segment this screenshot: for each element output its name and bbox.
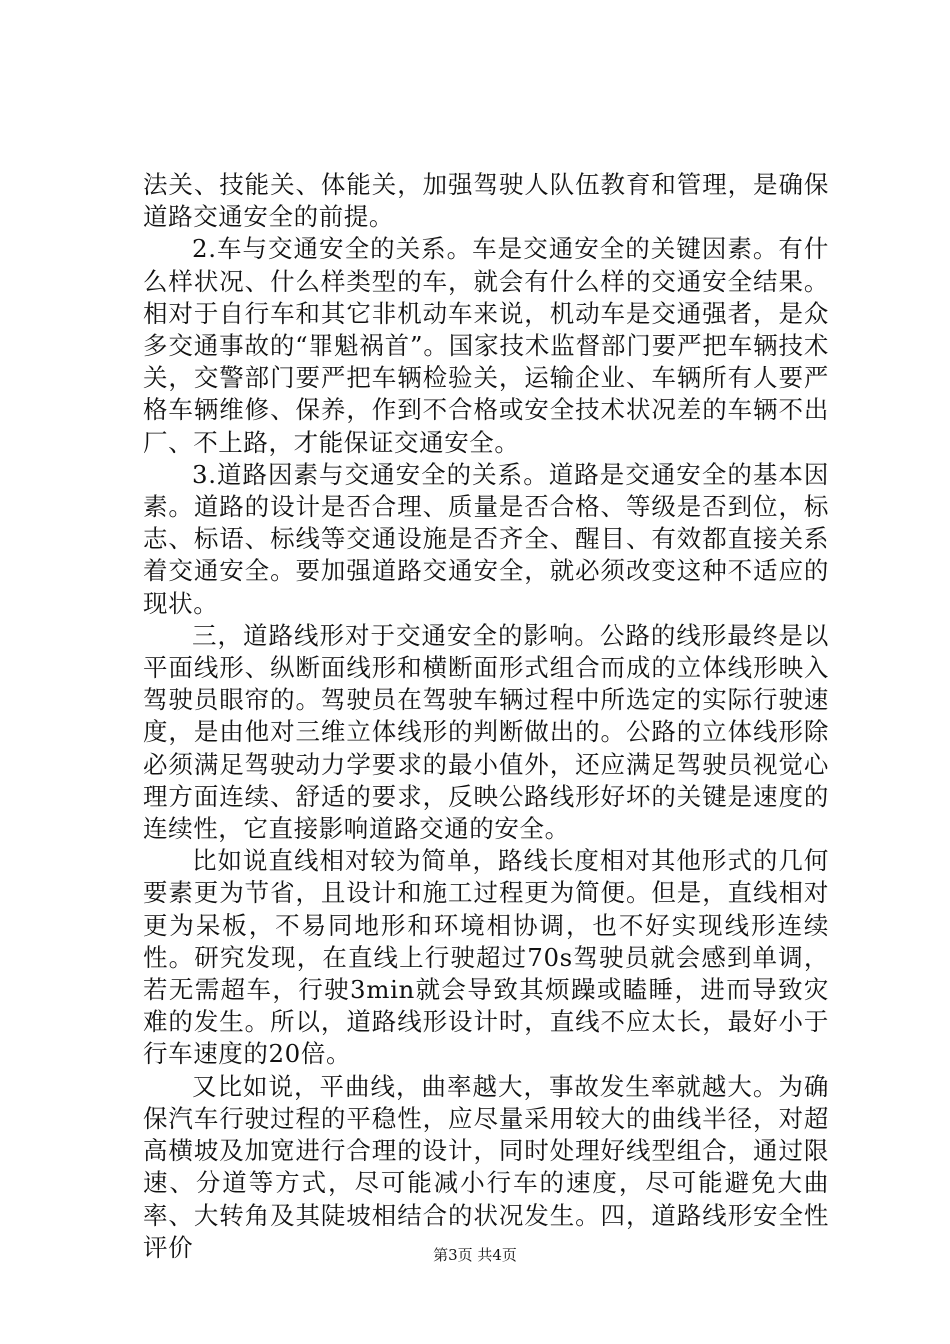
paragraph-road-factors: 3.道路因素与交通安全的关系。道路是交通安全的基本因素。道路的设计是否合理、质量是否合格、等级是否到位，标志、标语、标线等交通设施是否齐全、醒目、有效都直接关系着交通安全。要加强道路交通安全，就必须改变这种不适应的现状。	[143, 459, 829, 618]
paragraph-straight-lines: 比如说直线相对较为简单，路线长度相对其他形式的几何要素更为节省，且设计和施工过程更为简便。但是，直线相对更为呆板，不易同地形和环境相协调，也不好实现线形连续性。研究发现，在直线上行驶超过70s驾驶员就会感到单调，若无需超车，行驶3min就会导致其烦躁或瞌睡，进而导致灾难的发生。所以，道路线形设计时，直线不应太长，最好小于行车速度的20倍。	[143, 846, 829, 1069]
paragraph-road-alignment: 三，道路线形对于交通安全的影响。公路的线形最终是以平面线形、纵断面线形和横断面形式组合而成的立体线形映入驾驶员眼帘的。驾驶员在驾驶车辆过程中所选定的实际行驶速度，是由他对三维立体线形的判断做出的。公路的立体线形除必须满足驾驶动力学要求的最小值外，还应满足驾驶员视觉心理方面连续、舒适的要求，反映公路线形好坏的关键是速度的连续性，它直接影响道路交通的安全。	[143, 620, 829, 844]
document-body	[143, 169, 829, 1264]
page-footer: 第3页 共4页	[433, 1246, 517, 1264]
paragraph-curves: 又比如说，平曲线，曲率越大，事故发生率就越大。为确保汽车行驶过程的平稳性，应尽量采用较大的曲线半径，对超高横坡及加宽进行合理的设计，同时处理好线型组合，通过限速、分道等方式，尽可能减小行车的速度，尽可能避免大曲率、大转角及其陡坡相结合的状况发生。四，道路线形安全性评价	[143, 1071, 829, 1262]
paragraph-continuation: 法关、技能关、体能关，加强驾驶人队伍教育和管理，是确保道路交通安全的前提。	[143, 170, 829, 232]
paragraph-vehicle-safety: 2.车与交通安全的关系。车是交通安全的关键因素。有什么样状况、什么样类型的车，就会有什么样的交通安全结果。相对于自行车和其它非机动车来说，机动车是交通强者，是众多交通事故的“罪魁祸首”。国家技术监督部门要严把车辆技术关，交警部门要严把车辆检验关，运输企业、车辆所有人要严格车辆维修、保养，作到不合格或安全技术状况差的车辆不出厂、不上路，才能保证交通安全。	[143, 234, 829, 457]
